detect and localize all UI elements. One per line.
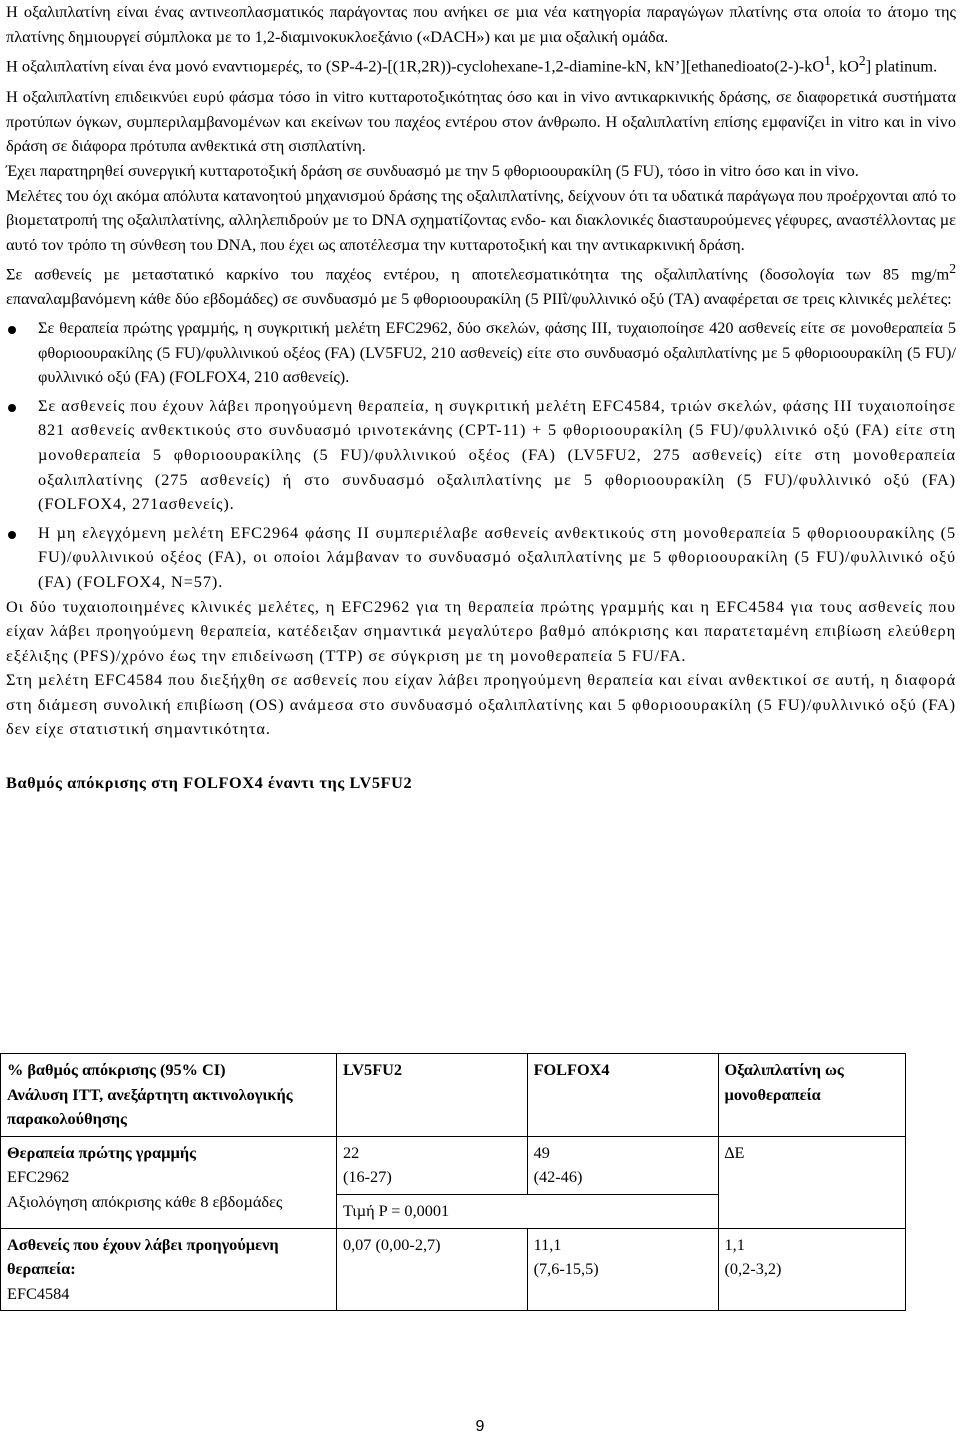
table-cell <box>527 1136 718 1194</box>
superscript: 1 <box>824 53 831 69</box>
list-item <box>6 316 956 390</box>
paragraph-enantiomer <box>6 49 956 79</box>
table-cell <box>1 1054 337 1137</box>
cell-value: 1,1 <box>724 1234 745 1254</box>
page-number: 9 <box>475 1418 485 1435</box>
table-cell <box>718 1228 905 1311</box>
superscript: 2 <box>949 261 956 277</box>
paragraph-randomised: Οι δύο τυχαιοποιηµένες κλινικές µελέτες, η EFC2962 για τη θεραπεία πρώτης γραµµής και η EFC4584 για τους ασθενείς που είχαν λάβει προηγούµενη θεραπεία, κατέδειξαν σηµαντικά µεγαλύτερο βαθµό απόκρισης και παρατεταµένη επιβίωση ελεύθερη εξέλιξης (PFS)/χρόνο έως την επιδείνωση (ΤΤΡ) σε σύγκριση µε τη µονοθεραπεία 5 FU/FA. <box>6 596 956 665</box>
cell-ci: (42-46) <box>533 1167 583 1187</box>
response-rate-table <box>0 1053 906 1311</box>
paragraph-mechanism: Μελέτες του όχι ακόµα απόλυτα κατανοητού µηχανισµού δράσης της οξαλιπλατίνης, δείχνουν ότι τα υδατικά παράγωγα που προέρχονται από το βιοµετατροπή της οξαλιπλατίνης, αλληλεπιδρούν µε το DNA σχηµατίζοντας ενδο- και διακλονικές διασταυρούµενες γέφυρες, αναστέλλοντας µε αυτό τον τρόπο τη σύνθεση του DNA, που έχει ως αποτέλεσµα την κυτταροτοξική και την αντικαρκινική δράση. <box>6 185 956 254</box>
table-cell <box>527 1228 718 1311</box>
enantiomer-text-mid: , kO <box>830 56 859 76</box>
table-cell: FOLFOX4 <box>527 1054 718 1137</box>
paragraph-efficacy <box>6 257 956 312</box>
efficacy-text-end: επαναλαµβανόµενη κάθε δύο εβδοµάδες) σε συνδυασµό µε 5 φθοριοουρακίλη (5 ΡΙΙΐ/φυλλινικό οξύ (ΤΑ) αναφέρεται σε τρεις κλινικές µελέτες: <box>6 289 952 309</box>
enantiomer-text-end: ] platinum. <box>865 56 938 76</box>
list-item <box>6 394 956 517</box>
table-cell <box>336 1136 527 1194</box>
cell-ci: (7,6-15,5) <box>533 1259 599 1279</box>
cell-value: 11,1 <box>533 1234 562 1254</box>
list-item-text: Σε θεραπεία πρώτης γραµµής, η συγκριτική µελέτη EFC2962, δύο σκελών, φάσης III, τυχαιοποίησε 420 ασθενείς είτε σε µονοθεραπεία 5 φθοριοουρακίλης (5 FU)/φυλλινικού οξέος (FA) (LV5FU2, 210 ασθενείς) είτε στο συνδυασµό οξαλιπλατίνης µε 5 φθοριοουρακίλη (5 FU)/φυλλινικό οξύ (FA) (FOLFOX4, 210 ασθενείς). <box>38 317 956 387</box>
table-cell <box>1 1136 337 1228</box>
section-heading: Βαθµός απόκρισης στη FOLFOX4 έναντι της LV5FU2 <box>6 773 413 793</box>
enantiomer-text: Η οξαλιπλατίνη είναι ένα µονό εναντιοµερές, το (SP-4-2)-[(1R,2R))-cyclohexane-1,2-diamine-kN, kN’][ethanedioato(2-)-kO <box>6 56 825 76</box>
row-label: Ασθενείς που έχουν λάβει προηγούµενη θεραπεία: <box>7 1234 279 1279</box>
row-study: EFC2962 <box>7 1167 70 1187</box>
table-header-row <box>1 1054 906 1137</box>
bullet-icon <box>8 326 16 334</box>
efficacy-text: Σε ασθενείς µε µεταστατικό καρκίνο του παχέος εντέρου, η αποτελεσµατικότητα της οξαλιπλατίνης (δοσολογία των 85 mg/m <box>6 264 950 284</box>
header-sublabel: Ανάλυση ITT, ανεξάρτητη ακτινολογικής παρακολούθησης <box>7 1084 293 1129</box>
table-row <box>1 1228 906 1311</box>
paragraph-overall-survival: Στη µελέτη EFC4584 που διεξήχθη σε ασθενείς που είχαν λάβει προηγούµενη θεραπεία και είναι ανθεκτικοί σε αυτή, η διαφορά στη διάµεση συνολική επιβίωση (OS) ανάµεσα στο συνδυασµό οξαλιπλατίνης και 5 φθοριοουρακίλη (5 FU)/φυλλινικό οξύ (FA) δεν είχε στατιστική σηµαντικότητα. <box>6 670 956 739</box>
list-item-text: Η µη ελεγχόµενη µελέτη EFC2964 φάσης II συµπεριέλαβε ασθενείς ανθεκτικούς στη µονοθεραπεία 5 φθοριοουρακίλης (5 FU)/φυλλινικού οξέος (FA), οι οποίοι λάµβαναν το συνδυασµό οξαλιπλατίνης µε 5 φθοριοουρακίλη (5 FU)/φυλλινικό οξύ (FA) (FOLFOX4, N=57). <box>38 522 956 591</box>
table-cell: Τιµή P = 0,0001 <box>336 1194 718 1228</box>
superscript: 2 <box>858 53 866 69</box>
row-study: EFC4584 <box>7 1283 70 1303</box>
bullet-icon <box>8 531 16 539</box>
table-cell: 0,07 (0,00-2,7) <box>336 1228 527 1311</box>
header-label: % βαθµός απόκρισης (95% CI) <box>7 1060 226 1079</box>
paragraph-synergy: Έχει παρατηρηθεί συνεργική κυτταροτοξική δράση σε συνδυασµό µε την 5 φθοριοουρακίλη (5 FU), τόσο in vitro όσο και in vivo. <box>6 160 859 180</box>
list-item-text: Σε ασθενείς που έχουν λάβει προηγούµενη θεραπεία, η συγκριτική µελέτη EFC4584, τριών σκελών, φάσης III τυχαιοποίησε 821 ασθενείς ανθεκτικούς στο συνδυασµό ιρινοτεκάνης (CPT-11) + 5 φθοριοουρακίλη (5 FU)/φυλλινικό οξύ (FA) είτε στη µονοθεραπεία 5 φθοριοουρακίλης (5 FU)/φυλλινικού οξέος (FA) (LV5FU2, 275 ασθενείς) είτε στη µονοθεραπεία οξαλιπλατίνης (275 ασθενείς) ή στο συνδυασµό οξαλιπλατίνης µε 5 φθοριοουρακίλη (5 FU)/φυλλινικό οξύ (FA) (FOLFOX4, 271ασθενείς). <box>38 395 956 514</box>
paragraph-spectrum: Η οξαλιπλατίνη επιδεικνύει ευρύ φάσµα τόσο in vitro κυτταροτοξικότητας όσο και in vivo αντικαρκινικής δράσης, σε διαφορετικά συστήµατα προτύπων όγκων, συµπεριλαµβανοµένων και εκείνων του παχέος εντέρου στον άνθρωπο. Η οξαλιπλατίνη επίσης εµφανίζει in vitro και in vivo δράση σε διάφορα πρότυπα ανθεκτικά στη σισπλατίνη. <box>6 87 956 156</box>
cell-ci: (16-27) <box>342 1167 392 1187</box>
table-row <box>1 1136 906 1194</box>
table-cell: Οξαλιπλατίνη ως µονοθεραπεία <box>718 1054 905 1137</box>
row-eval: Αξιολόγηση απόκρισης κάθε 8 εβδοµάδες <box>7 1191 283 1211</box>
table-cell: LV5FU2 <box>336 1054 527 1137</box>
bullet-icon <box>8 404 16 412</box>
paragraph-intro: Η οξαλιπλατίνη είναι ένας αντινεοπλασµατικός παράγοντας που ανήκει σε µια νέα κατηγορία παραγώγων πλατίνης στα οποία το άτοµο της πλατίνης δηµιουργεί σύµπλοκα µε το 1,2-διαµινοκυκλοεξάνιο («DACH») και µε µια οξαλική οµάδα. <box>6 2 956 46</box>
table-cell: ∆Ε <box>718 1136 905 1228</box>
row-label: Θεραπεία πρώτης γραµµής <box>7 1142 197 1162</box>
list-item <box>6 521 956 595</box>
cell-ci: (0,2-3,2) <box>724 1259 782 1279</box>
study-list <box>6 316 956 595</box>
document-page <box>6 0 956 793</box>
cell-value: 49 <box>533 1142 550 1162</box>
table-cell <box>1 1228 337 1311</box>
cell-value: 22 <box>342 1142 360 1162</box>
